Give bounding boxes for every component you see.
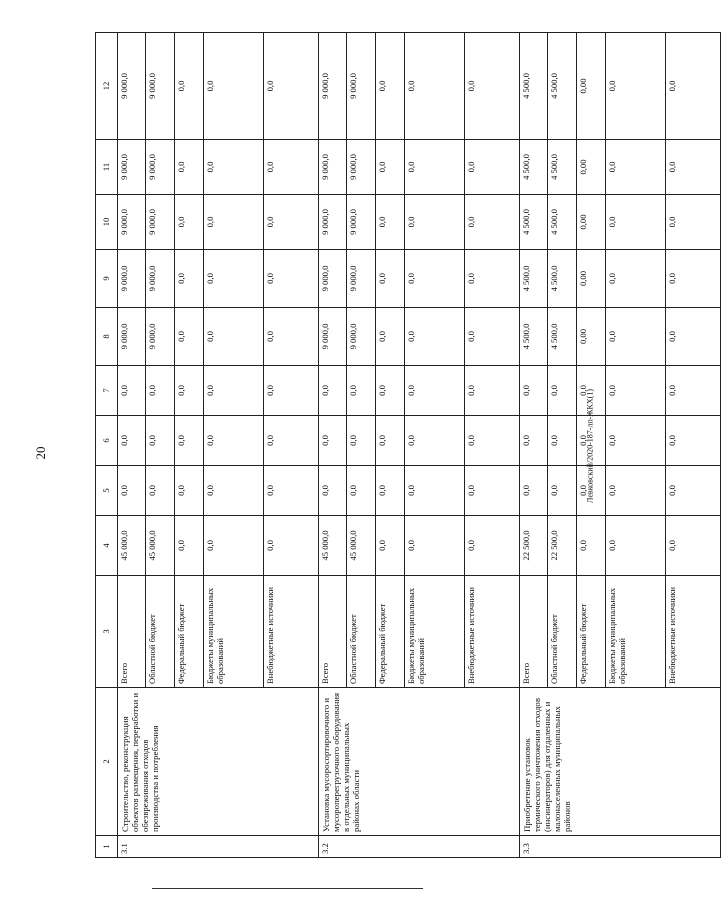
amount-cell: 0,00	[577, 195, 606, 250]
amount-cell: 0,0	[376, 516, 405, 576]
header-row	[96, 33, 118, 858]
amount-cell: 0,0	[204, 466, 264, 516]
amount-cell: 0,0	[175, 516, 204, 576]
amount-cell: 0,0	[264, 195, 319, 250]
funding-source: Федеральный бюджет	[376, 576, 405, 688]
header-cell: 7	[96, 366, 118, 416]
amount-cell: 0,0	[264, 33, 319, 140]
header-cell: 6	[96, 416, 118, 466]
amount-cell: 0,0	[465, 33, 520, 140]
amount-cell: 9 000,0	[319, 33, 347, 140]
amount-cell: 9 000,0	[146, 140, 175, 195]
amount-cell: 0,0	[175, 140, 204, 195]
amount-cell: 0,0	[175, 308, 204, 366]
amount-cell: 0,0	[264, 250, 319, 308]
header-cell: 10	[96, 195, 118, 250]
amount-cell: 9 000,0	[118, 308, 146, 366]
amount-cell: 0,0	[606, 195, 666, 250]
amount-cell: 0,0	[376, 466, 405, 516]
amount-cell: 0,0	[606, 140, 666, 195]
amount-cell: 0,0	[264, 466, 319, 516]
amount-cell: 9 000,0	[347, 308, 376, 366]
amount-cell: 0,0	[405, 308, 465, 366]
amount-cell: 22 500,0	[520, 516, 548, 576]
amount-cell: 0,0	[577, 416, 606, 466]
amount-cell: 0,0	[264, 416, 319, 466]
funding-source: Федеральный бюджет	[577, 576, 606, 688]
amount-cell: 0,00	[577, 250, 606, 308]
amount-cell: 45 000,0	[146, 516, 175, 576]
amount-cell: 0,0	[175, 416, 204, 466]
amount-cell: 0,0	[548, 416, 577, 466]
amount-cell: 45 000,0	[319, 516, 347, 576]
amount-cell: 45 000,0	[347, 516, 376, 576]
funding-source: Бюджеты муниципальных образований	[405, 576, 465, 688]
amount-cell: 0,0	[264, 140, 319, 195]
amount-cell: 0,0	[376, 308, 405, 366]
funding-source: Областной бюджет	[548, 576, 577, 688]
rotated-table-content	[95, 33, 677, 858]
amount-cell: 0,0	[376, 195, 405, 250]
amount-cell: 0,0	[319, 416, 347, 466]
amount-cell: 0,0	[264, 516, 319, 576]
amount-cell: 0,0	[606, 308, 666, 366]
table-row	[319, 33, 347, 858]
amount-cell: 9 000,0	[146, 195, 175, 250]
amount-cell: 9 000,0	[146, 250, 175, 308]
item-number: 3.2	[319, 836, 520, 858]
amount-cell: 22 500,0	[548, 516, 577, 576]
item-number: 3.3	[520, 836, 721, 858]
amount-cell: 0,0	[577, 366, 606, 416]
amount-cell: 0,0	[204, 308, 264, 366]
amount-cell: 0,0	[666, 308, 721, 366]
amount-cell: 0,0	[577, 516, 606, 576]
item-name: Установка мусоросортировочного и мусороперегрузочного оборудования в отдельных муниципальных районах области	[319, 688, 520, 836]
amount-cell: 0,0	[204, 250, 264, 308]
amount-cell: 0,0	[347, 366, 376, 416]
amount-cell: 0,0	[347, 466, 376, 516]
amount-cell: 4 500,0	[520, 140, 548, 195]
amount-cell: 9 000,0	[118, 140, 146, 195]
amount-cell: 0,0	[666, 466, 721, 516]
amount-cell: 4 500,0	[548, 250, 577, 308]
document-code-text: Левковский/2020-187-лп-ЖКХ(1)	[585, 388, 595, 504]
amount-cell: 0,0	[204, 416, 264, 466]
amount-cell: 4 500,0	[548, 195, 577, 250]
amount-cell: 9 000,0	[319, 250, 347, 308]
table-row	[118, 33, 146, 858]
amount-cell: 0,0	[376, 140, 405, 195]
amount-cell: 0,0	[376, 366, 405, 416]
header-cell: 1	[96, 836, 118, 858]
amount-cell: 45 000,0	[118, 516, 146, 576]
amount-cell: 0,0	[606, 466, 666, 516]
amount-cell: 0,0	[405, 416, 465, 466]
amount-cell: 0,0	[264, 308, 319, 366]
amount-cell: 9 000,0	[118, 195, 146, 250]
amount-cell: 9 000,0	[347, 195, 376, 250]
funding-source: Областной бюджет	[146, 576, 175, 688]
amount-cell: 0,0	[465, 140, 520, 195]
amount-cell: 0,0	[319, 366, 347, 416]
amount-cell: 0,0	[319, 466, 347, 516]
amount-cell: 0,0	[376, 33, 405, 140]
amount-cell: 0,0	[606, 33, 666, 140]
amount-cell: 0,0	[204, 33, 264, 140]
amount-cell: 0,0	[405, 195, 465, 250]
amount-cell: 0,0	[606, 416, 666, 466]
amount-cell: 0,0	[146, 366, 175, 416]
funding-source: Всего	[520, 576, 548, 688]
header-cell: 5	[96, 466, 118, 516]
header-cell: 4	[96, 516, 118, 576]
funding-source: Всего	[319, 576, 347, 688]
amount-cell: 0,0	[204, 140, 264, 195]
amount-cell: 0,0	[548, 466, 577, 516]
amount-cell: 0,0	[465, 308, 520, 366]
amount-cell: 9 000,0	[347, 33, 376, 140]
amount-cell: 0,0	[118, 466, 146, 516]
amount-cell: 0,0	[405, 250, 465, 308]
amount-cell: 0,0	[520, 466, 548, 516]
amount-cell: 0,0	[405, 140, 465, 195]
amount-cell: 4 500,0	[520, 33, 548, 140]
amount-cell: 0,0	[465, 516, 520, 576]
amount-cell: 0,0	[376, 250, 405, 308]
header-cell: 3	[96, 576, 118, 688]
amount-cell: 4 500,0	[548, 140, 577, 195]
amount-cell: 0,0	[175, 33, 204, 140]
amount-cell: 0,0	[465, 250, 520, 308]
amount-cell: 0,0	[606, 516, 666, 576]
amount-cell: 9 000,0	[347, 250, 376, 308]
amount-cell: 0,0	[204, 516, 264, 576]
amount-cell: 0,0	[376, 416, 405, 466]
funding-source: Областной бюджет	[347, 576, 376, 688]
amount-cell: 4 500,0	[520, 308, 548, 366]
amount-cell: 0,0	[118, 366, 146, 416]
amount-cell: 4 500,0	[520, 195, 548, 250]
amount-cell: 0,00	[577, 308, 606, 366]
amount-cell: 0,0	[666, 33, 721, 140]
footer-rule	[263, 888, 423, 889]
amount-cell: 0,0	[175, 366, 204, 416]
table-row	[520, 33, 548, 858]
rotated-table-frame	[95, 33, 677, 858]
amount-cell: 9 000,0	[146, 33, 175, 140]
amount-cell: 0,0	[465, 366, 520, 416]
amount-cell: 0,0	[204, 195, 264, 250]
amount-cell: 0,0	[264, 366, 319, 416]
amount-cell: 4 500,0	[548, 33, 577, 140]
amount-cell: 0,0	[405, 516, 465, 576]
amount-cell: 0,0	[606, 366, 666, 416]
header-cell: 9	[96, 250, 118, 308]
amount-cell: 0,0	[465, 195, 520, 250]
header-cell: 8	[96, 308, 118, 366]
amount-cell: 0,0	[666, 195, 721, 250]
amount-cell: 9 000,0	[347, 140, 376, 195]
funding-source: Внебюджетные источники	[666, 576, 721, 688]
amount-cell: 0,0	[666, 516, 721, 576]
amount-cell: 0,0	[146, 466, 175, 516]
amount-cell: 0,0	[465, 416, 520, 466]
amount-cell: 0,00	[577, 33, 606, 140]
amount-cell: 9 000,0	[319, 195, 347, 250]
amount-cell: 0,0	[118, 416, 146, 466]
item-name: Приобретение установок термического уничтожения отходов (инсинераторов) для отдаленных и малонаселенных муниципальных районов	[520, 688, 721, 836]
funding-source: Внебюджетные источники	[465, 576, 520, 688]
amount-cell: 4 500,0	[520, 250, 548, 308]
amount-cell: 0,0	[465, 466, 520, 516]
amount-cell: 9 000,0	[146, 308, 175, 366]
item-name: Строительство, реконструкция объектов размещения, переработки и обезвреживания отходов производства и потребления	[118, 688, 319, 836]
amount-cell: 0,0	[405, 366, 465, 416]
amount-cell: 9 000,0	[118, 250, 146, 308]
amount-cell: 4 500,0	[548, 308, 577, 366]
funding-source: Федеральный бюджет	[175, 576, 204, 688]
amount-cell: 0,0	[175, 250, 204, 308]
amount-cell: 0,0	[606, 250, 666, 308]
amount-cell: 0,0	[405, 466, 465, 516]
amount-cell: 0,0	[146, 416, 175, 466]
amount-cell: 0,0	[204, 366, 264, 416]
header-cell: 11	[96, 140, 118, 195]
amount-cell: 0,0	[666, 416, 721, 466]
item-number: 3.1	[118, 836, 319, 858]
page-number: 20	[33, 446, 48, 460]
amount-cell: 0,0	[520, 366, 548, 416]
amount-cell: 9 000,0	[319, 140, 347, 195]
amount-cell: 0,0	[405, 33, 465, 140]
amount-cell: 0,0	[347, 416, 376, 466]
amount-cell: 0,0	[520, 416, 548, 466]
funding-source: Бюджеты муниципальных образований	[204, 576, 264, 688]
amount-cell: 0,0	[175, 466, 204, 516]
header-cell: 2	[96, 688, 118, 836]
amount-cell: 0,0	[666, 250, 721, 308]
funding-source: Внебюджетные источники	[264, 576, 319, 688]
funding-table	[95, 32, 721, 858]
amount-cell: 0,0	[548, 366, 577, 416]
funding-source: Бюджеты муниципальных образований	[606, 576, 666, 688]
amount-cell: 0,0	[666, 366, 721, 416]
amount-cell: 0,0	[175, 195, 204, 250]
amount-cell: 9 000,0	[118, 33, 146, 140]
amount-cell: 0,00	[577, 140, 606, 195]
header-cell: 12	[96, 33, 118, 140]
amount-cell: 0,0	[666, 140, 721, 195]
amount-cell: 9 000,0	[319, 308, 347, 366]
funding-source: Всего	[118, 576, 146, 688]
amount-cell: 0,0	[577, 466, 606, 516]
